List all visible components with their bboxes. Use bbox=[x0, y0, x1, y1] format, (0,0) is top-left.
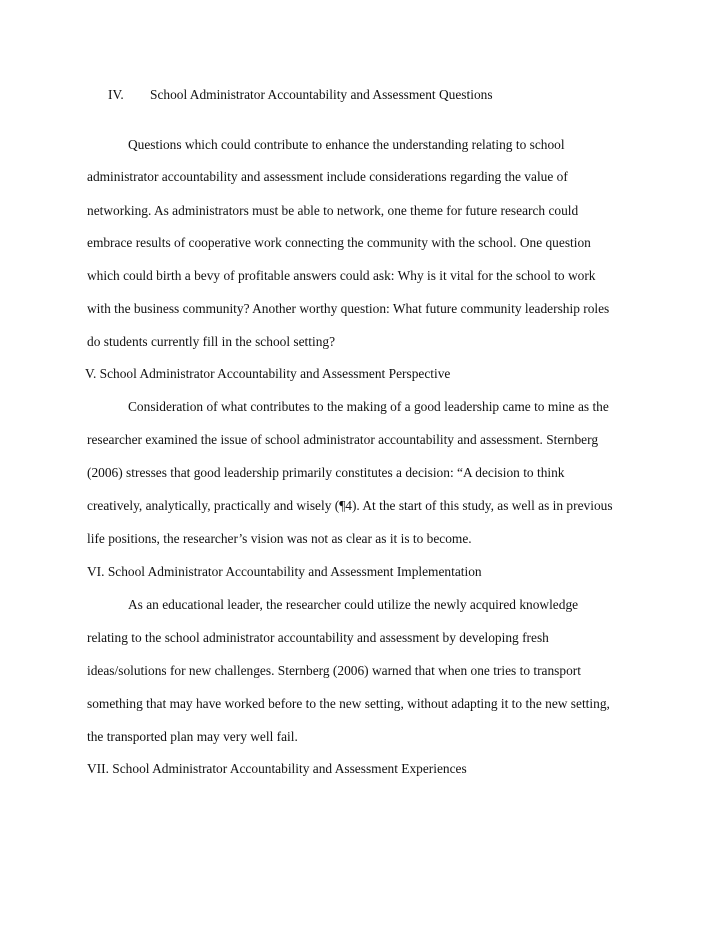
section-v-line-5: life positions, the researcher’s vision was not as clear as it is to become. bbox=[87, 531, 472, 546]
section-v-line-4: creatively, analytically, practically and wisely (¶4). At the start of this study, as well as in previous bbox=[87, 498, 613, 513]
section-v-line-2: researcher examined the issue of school administrator accountability and assessment. Sternberg bbox=[87, 432, 599, 447]
section-vii-heading: VII. School Administrator Accountability and Assessment Experiences bbox=[87, 761, 467, 776]
section-iv-line-7: do students currently fill in the school setting? bbox=[87, 334, 336, 349]
section-iv-number: IV. bbox=[108, 87, 124, 102]
section-iv-line-2: administrator accountability and assessment include considerations regarding the value of bbox=[87, 169, 568, 184]
section-vi-line-5: the transported plan may very well fail. bbox=[87, 729, 298, 744]
section-iv-line-6: with the business community? Another worthy question: What future community leadership roles bbox=[87, 301, 610, 316]
section-vi-line-4: something that may have worked before to the new setting, without adapting it to the new setting, bbox=[87, 696, 610, 711]
section-iv-line-5: which could birth a bevy of profitable answers could ask: Why is it vital for the school to work bbox=[87, 268, 596, 283]
section-iv-line-4: embrace results of cooperative work connecting the community with the school. One question bbox=[87, 235, 591, 250]
section-iv-line-1: Questions which could contribute to enhance the understanding relating to school bbox=[128, 137, 565, 152]
section-vi-line-1: As an educational leader, the researcher could utilize the newly acquired knowledge bbox=[128, 597, 579, 612]
section-v-line-1: Consideration of what contributes to the making of a good leadership came to mine as the bbox=[128, 399, 609, 414]
section-v-heading: V. School Administrator Accountability and Assessment Perspective bbox=[85, 366, 451, 381]
section-vi-heading: VI. School Administrator Accountability and Assessment Implementation bbox=[87, 564, 482, 579]
section-vi-line-3: ideas/solutions for new challenges. Sternberg (2006) warned that when one tries to transport bbox=[87, 663, 581, 678]
section-iv-title: School Administrator Accountability and Assessment Questions bbox=[150, 87, 493, 102]
section-v-line-3: (2006) stresses that good leadership primarily constitutes a decision: “A decision to think bbox=[87, 465, 565, 480]
section-iv-line-3: networking. As administrators must be able to network, one theme for future research could bbox=[87, 203, 579, 218]
section-vi-line-2: relating to the school administrator accountability and assessment by developing fresh bbox=[87, 630, 549, 645]
